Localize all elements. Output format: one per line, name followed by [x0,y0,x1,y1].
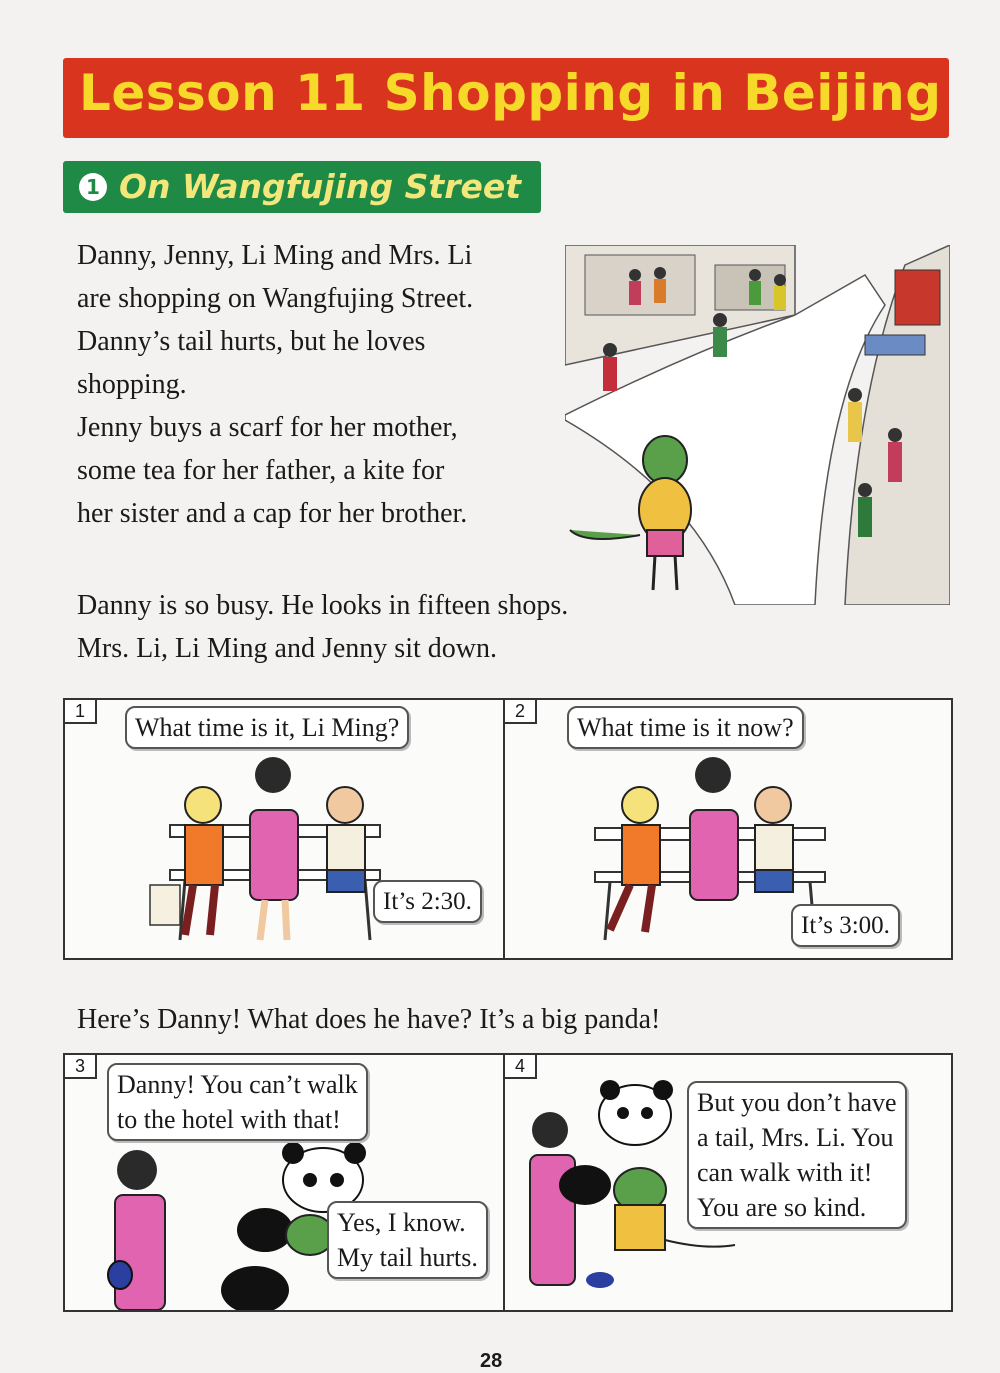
section-number-badge: 1 [79,173,107,201]
intro-line: shopping. [77,369,187,400]
panel-number: 1 [65,700,97,724]
speech-bubble [107,1063,368,1141]
panel-number: 3 [65,1055,97,1079]
bubble-line: can walk with it! [697,1158,873,1187]
speech-bubble: It’s 3:00. [791,904,900,947]
speech-bubble [327,1201,488,1279]
speech-bubble: It’s 2:30. [373,880,482,923]
comic-panel-4 [503,1053,953,1312]
middle-paragraph [77,584,568,670]
comic-panel-3 [63,1053,507,1312]
bubble-line: You are so kind. [697,1193,867,1222]
panel-number: 2 [505,700,537,724]
intro-line: some tea for her father, a kite for [77,455,445,486]
comic-panel-1 [63,698,507,960]
bubble-line: My tail hurts. [337,1243,478,1272]
lesson-title-bar [63,58,949,138]
intro-line: Danny, Jenny, Li Ming and Mrs. Li [77,240,473,271]
panel-number: 4 [505,1055,537,1079]
bubble-line: Danny! You can’t walk [117,1070,358,1099]
speech-bubble: What time is it now? [567,706,804,749]
bubble-line: Yes, I know. [337,1208,466,1237]
intro-paragraph [77,234,473,535]
street-scene-illustration [565,245,950,605]
intro-line: are shopping on Wangfujing Street. [77,283,474,314]
caption-line [77,998,660,1041]
intro-line: Danny’s tail hurts, but he loves [77,326,426,357]
caption-text: Here’s Danny! What does he have? It’s a big panda! [77,1004,661,1035]
speech-bubble: What time is it, Li Ming? [125,706,409,749]
bubble-line: to the hotel with that! [117,1105,341,1134]
section-title: On Wangfujing Street [119,167,522,206]
middle-line: Mrs. Li, Li Ming and Jenny sit down. [77,633,497,664]
section-header [63,161,541,213]
intro-line: her sister and a cap for her brother. [77,498,468,529]
page-number: 28 [480,1350,503,1372]
bubble-line: But you don’t have [697,1088,897,1117]
middle-line: Danny is so busy. He looks in fifteen shops. [77,590,569,621]
comic-panel-2 [503,698,953,960]
bubble-line: a tail, Mrs. Li. You [697,1123,894,1152]
intro-line: Jenny buys a scarf for her mother, [77,412,458,443]
speech-bubble [687,1081,907,1229]
lesson-title: Lesson 11 Shopping in Beijing [79,64,942,122]
